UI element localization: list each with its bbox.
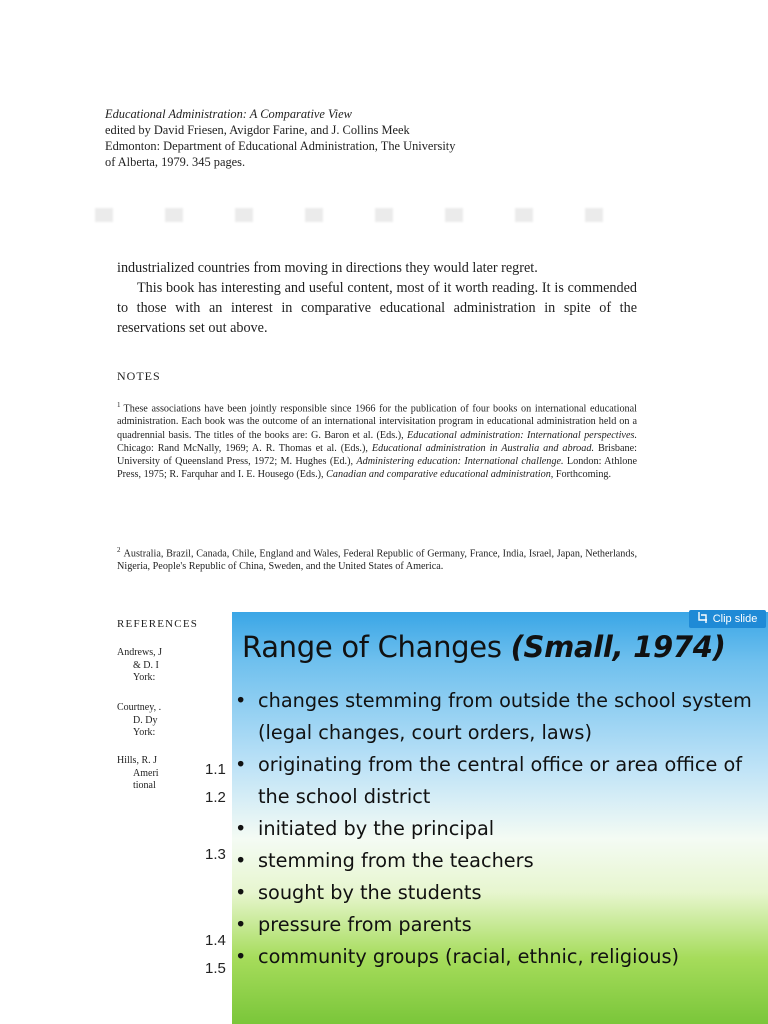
- section-number-1-2: 1.2: [205, 789, 226, 806]
- slide-bullet-text: community groups (racial, ethnic, religious): [258, 945, 680, 968]
- slide-bullet: [232, 877, 758, 909]
- clip-slide-button[interactable]: [689, 610, 766, 628]
- reference-2-line-2: D. Dy: [133, 714, 158, 726]
- review-body: [117, 258, 637, 338]
- slide-bullet-text: initiated by the principal: [258, 817, 495, 840]
- note-2-number: 2: [117, 546, 121, 554]
- note-1-text-a: These associations have been jointly responsible since 1966 for the publication of four books on international educational administration. Each book was the outcome of an international intervisitation program in educational administration held on a quadrennial basis. The titles of the books are: G. Baron et al. (Eds.),: [117, 403, 637, 441]
- note-1-number: 1: [117, 401, 121, 409]
- slide-bullet-text: sought by the students: [258, 881, 482, 904]
- publisher-line-1: Edmonton: Department of Educational Administration, The University: [105, 139, 456, 153]
- body-paragraph-2: This book has interesting and useful content, most of it worth reading. It is commended to those with an interest in comparative educational administration in spite of the reservations set out above.: [117, 280, 637, 336]
- reference-1-line-2: & D. I: [133, 659, 159, 671]
- slide-bullet-list: [232, 685, 758, 973]
- bullet-icon: •: [235, 881, 247, 904]
- note-1-book-4: Canadian and comparative educational administration,: [326, 468, 554, 480]
- publisher-line-2: of Alberta, 1979. 345 pages.: [105, 155, 246, 169]
- reference-1: [117, 647, 237, 685]
- bullet-icon: •: [235, 913, 247, 936]
- note-1-text-e: Brisbane: University of Queensland Press, 1972; M. Hughes (Ed.),: [117, 442, 637, 467]
- bullet-icon: •: [235, 753, 247, 776]
- slide-bullet: [232, 909, 758, 941]
- clip-icon: [698, 613, 710, 625]
- slide-bullet: [232, 845, 758, 877]
- reference-3-line-1: Hills, R. J: [117, 755, 158, 766]
- book-citation: [105, 106, 635, 170]
- bullet-icon: •: [235, 817, 247, 840]
- presentation-slide: [232, 612, 768, 1024]
- reference-3-line-2: Ameri: [133, 767, 159, 779]
- slide-bullet-text: originating from the central office or area office of the school district: [258, 753, 743, 808]
- references-heading: REFERENCES: [117, 618, 199, 630]
- note-1: [117, 399, 637, 481]
- note-1-book-2: Educational administration in Australia and abroad.: [371, 442, 594, 454]
- reference-2-line-1: Courtney, .: [117, 702, 162, 713]
- bullet-icon: •: [235, 849, 247, 872]
- slide-title-main: Range of Changes: [242, 630, 511, 664]
- note-1-text-i: Forthcoming.: [553, 468, 612, 480]
- section-number-1-1: 1.1: [205, 761, 226, 778]
- notes-heading: NOTES: [117, 369, 161, 383]
- slide-bullet: [232, 813, 758, 845]
- slide-bullet-text: pressure from parents: [258, 913, 472, 936]
- reference-2: [117, 702, 237, 740]
- slide-bullet: [232, 941, 758, 973]
- reference-1-line-1: Andrews, J: [117, 647, 162, 658]
- book-title: Educational Administration: A Comparative View: [105, 107, 352, 121]
- clip-slide-label: Clip slide: [712, 613, 758, 625]
- slide-title: [242, 630, 726, 664]
- body-line-1: industrialized countries from moving in directions they would later regret.: [117, 260, 538, 276]
- reference-1-line-3: York:: [133, 672, 156, 683]
- book-editors: edited by David Friesen, Avigdor Farine, and J. Collins Meek: [105, 123, 410, 137]
- section-number-1-4: 1.4: [205, 932, 226, 949]
- note-1-text-c: Chicago: Rand McNally, 1969; A. R. Thomas et al. (Eds.),: [117, 442, 372, 454]
- reference-2-line-3: York:: [133, 727, 156, 738]
- note-1-book-1: Educational administration: International perspectives.: [407, 429, 637, 441]
- slide-title-citation: (Small, 1974): [510, 630, 726, 664]
- slide-bullet-text: changes stemming from outside the school system (legal changes, court orders, laws): [258, 689, 752, 744]
- note-2: [117, 544, 637, 574]
- section-number-1-3: 1.3: [205, 846, 226, 863]
- note-2-text: Australia, Brazil, Canada, Chile, England and Wales, Federal Republic of Germany, France, India, Israel, Japan, Netherlands, Nigeria, People's Republic of China, Sweden, and the United States of America.: [117, 548, 637, 573]
- scan-artifact: [95, 208, 640, 222]
- section-number-1-5: 1.5: [205, 960, 226, 977]
- reference-3-line-3: tional: [133, 780, 156, 791]
- bullet-icon: •: [235, 945, 247, 968]
- slide-bullet: [232, 685, 758, 749]
- note-1-text-g: London: Athlone Press, 1975; R. Farquhar and I. E. Housego (Eds.),: [117, 455, 637, 480]
- slide-bullet-text: stemming from the teachers: [258, 849, 534, 872]
- slide-bullet: [232, 749, 758, 813]
- note-1-book-3: Administering education: International challenge.: [356, 455, 564, 467]
- bullet-icon: •: [235, 689, 247, 712]
